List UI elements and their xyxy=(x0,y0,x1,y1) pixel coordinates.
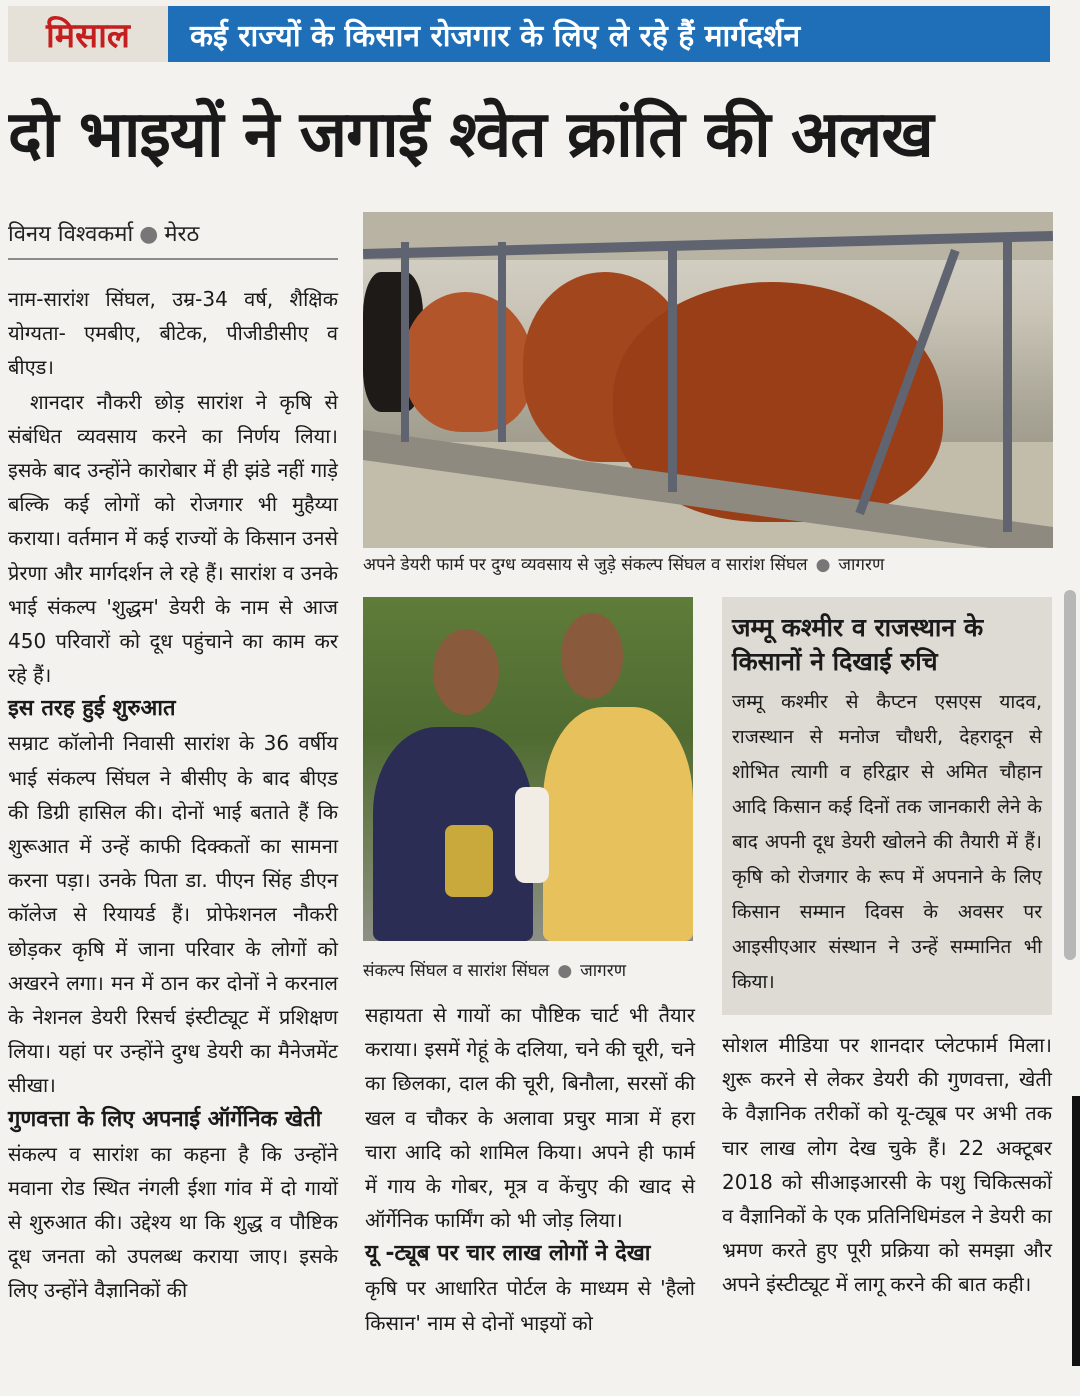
kicker-tag: मिसाल xyxy=(8,6,168,62)
person-head xyxy=(561,613,623,699)
fence-post xyxy=(498,242,506,442)
subheading: इस तरह हुई शुरुआत xyxy=(8,696,176,722)
brothers-photo xyxy=(363,597,693,941)
subheading: यू -ट्यूब पर चार लाख लोगों ने देखा xyxy=(365,1241,651,1267)
article-column-1 xyxy=(8,282,338,1308)
photo-credit: जागरण xyxy=(580,961,626,981)
body-paragraph: संकल्प व सारांश का कहना है कि उन्होंने मवाना रोड स्थित नंगली ईशा गांव में दो गायों से शुरुआत की। उद्देश्य था कि शुद्ध व पौष्टिक दूध जनता को उपलब्ध कराया जाए। इसके लिए उन्होंने वैज्ञानिकों की xyxy=(8,1141,338,1303)
sidebar-body: जम्मू कश्मीर से कैप्टन एसएस यादव, राजस्थान से मनोज चौधरी, देहरादून से शोभित त्यागी व हरिद्वार से अमित चौहान आदि किसान कई दिनों तक जानकारी लेने के बाद अपनी दूध डेयरी खोलने की तैयारी में हैं। कृषि को रोजगार के रूप में अपनाने के लिए किसान सम्मान दिवस के अवसर पर आइसीएआर संस्थान ने उन्हें सम्मानित भी किया। xyxy=(732,691,1042,993)
milk-bottle xyxy=(515,787,549,883)
scrollbar[interactable] xyxy=(1064,590,1076,960)
cows-photo xyxy=(363,212,1053,548)
body-paragraph: कृषि पर आधारित पोर्टल के माध्यम से 'हैलो किसान' नाम से दोनों भाइयों को xyxy=(365,1276,695,1335)
ghee-jar xyxy=(445,825,493,897)
byline-author: विनय विश्वकर्मा xyxy=(8,222,134,247)
body-paragraph: सोशल मीडिया पर शानदार प्लेटफार्म मिला। शुरू करने से लेकर डेयरी की गुणवत्ता, खेती के वैज्ञानिक तरीकों को यू-ट्यूब पर अभी तक चार लाख लोग देख चुके हैं। 22 अक्टूबर 2018 को सीआइआरसी के पशु चिकित्सकों व वैज्ञानिकों के एक प्रतिनिधिमंडल ने डेयरी का भ्रमण करते हुए पूरी प्रक्रिया को समझा और अपने इंस्टीट्यूट में लागू करने की बात कही। xyxy=(722,1033,1052,1297)
headline: दो भाइयों ने जगाई श्वेत क्रांति की अलख xyxy=(8,98,933,172)
byline-divider xyxy=(8,258,338,260)
sidebar-box xyxy=(722,597,1052,1015)
caption-text: संकल्प सिंघल व सारांश सिंघल xyxy=(363,961,550,981)
photo-caption-2 xyxy=(363,958,626,981)
subheading: गुणवत्ता के लिए अपनाई ऑर्गेनिक खेती xyxy=(8,1106,322,1132)
kicker-text: कई राज्यों के किसान रोजगार के लिए ले रहे हैं मार्गदर्शन xyxy=(168,6,1050,62)
fence-post xyxy=(1003,242,1012,532)
body-paragraph: शानदार नौकरी छोड़ सारांश ने कृषि से संबंधित व्यवसाय करने का निर्णय लिया। इसके बाद उन्होंने कारोबार में ही झंडे नहीं गाड़े बल्कि कई लोगों को रोजगार भी मुहैय्या कराया। वर्तमान में कई राज्यों के किसान उनसे प्रेरणा और मार्गदर्शन ले रहे हैं। सारांश व उनके भाई संकल्प 'शुद्धम' डेयरी के नाम से आज 450 परिवारों को दूध पहुंचाने का काम कर रहे हैं। xyxy=(8,389,338,688)
fence-post xyxy=(668,242,677,492)
fence-post xyxy=(401,242,409,442)
cow xyxy=(403,292,533,432)
person xyxy=(543,707,693,941)
photo-credit: जागरण xyxy=(838,555,885,575)
kicker xyxy=(8,6,1050,62)
byline-location: मेरठ xyxy=(164,222,200,247)
bullet-icon: ● xyxy=(557,961,573,981)
photo-caption-1 xyxy=(363,552,884,575)
article-column-2 xyxy=(365,998,695,1340)
intro-paragraph: नाम-सारांश सिंघल, उम्र-34 वर्ष, शैक्षिक योग्यता- एमबीए, बीटेक, पीजीडीसीए व बीएड। xyxy=(8,287,338,380)
body-paragraph: सहायता से गायों का पौष्टिक चार्ट भी तैयार कराया। इसमें गेहूं के दलिया, चने की चूरी, चने का छिलका, दाल की चूरी, बिनौला, सरसों की खल व चौकर के अलावा प्रचुर मात्रा में हरा चारा आदि को शामिल किया। अपने ही फार्म में गाय के गोबर, मूत्र व केंचुए की खाद से ऑर्गेनिक फार्मिंग को भी जोड़ लिया। xyxy=(365,1003,695,1233)
bullet-icon: ● xyxy=(139,222,159,247)
sidebar-title: जम्मू कश्मीर व राजस्थान के किसानों ने दिखाई रुचि xyxy=(732,613,984,676)
caption-text: अपने डेयरी फार्म पर दुग्ध व्यवसाय से जुड़े संकल्प सिंघल व सारांश सिंघल xyxy=(363,555,808,575)
body-paragraph: सम्राट कॉलोनी निवासी सारांश के 36 वर्षीय भाई संकल्प सिंघल ने बीसीए के बाद बीएड की डिग्री हासिल की। दोनों भाई बताते हैं कि शुरूआत में उन्हें काफी दिक्कतों का सामना करना पड़ा। उनके पिता डा. पीएन सिंह डीएन कॉलेज से रियायर्ड हैं। प्रोफेशनल नौकरी छोड़कर कृषि में जाना परिवार के लोगों को अखरने लगा। मन में ठान कर दोनों ने करनाल के नेशनल डेयरी रिसर्च इंस्टीट्यूट में प्रशिक्षण लिया। यहां पर उन्होंने दुग्ध डेयरी का मैनेजमेंट सीखा। xyxy=(8,731,338,1098)
person-head xyxy=(433,629,499,715)
page-edge xyxy=(1072,1096,1080,1366)
article-column-3 xyxy=(722,1028,1052,1302)
bullet-icon: ● xyxy=(815,555,831,575)
byline xyxy=(8,218,199,248)
